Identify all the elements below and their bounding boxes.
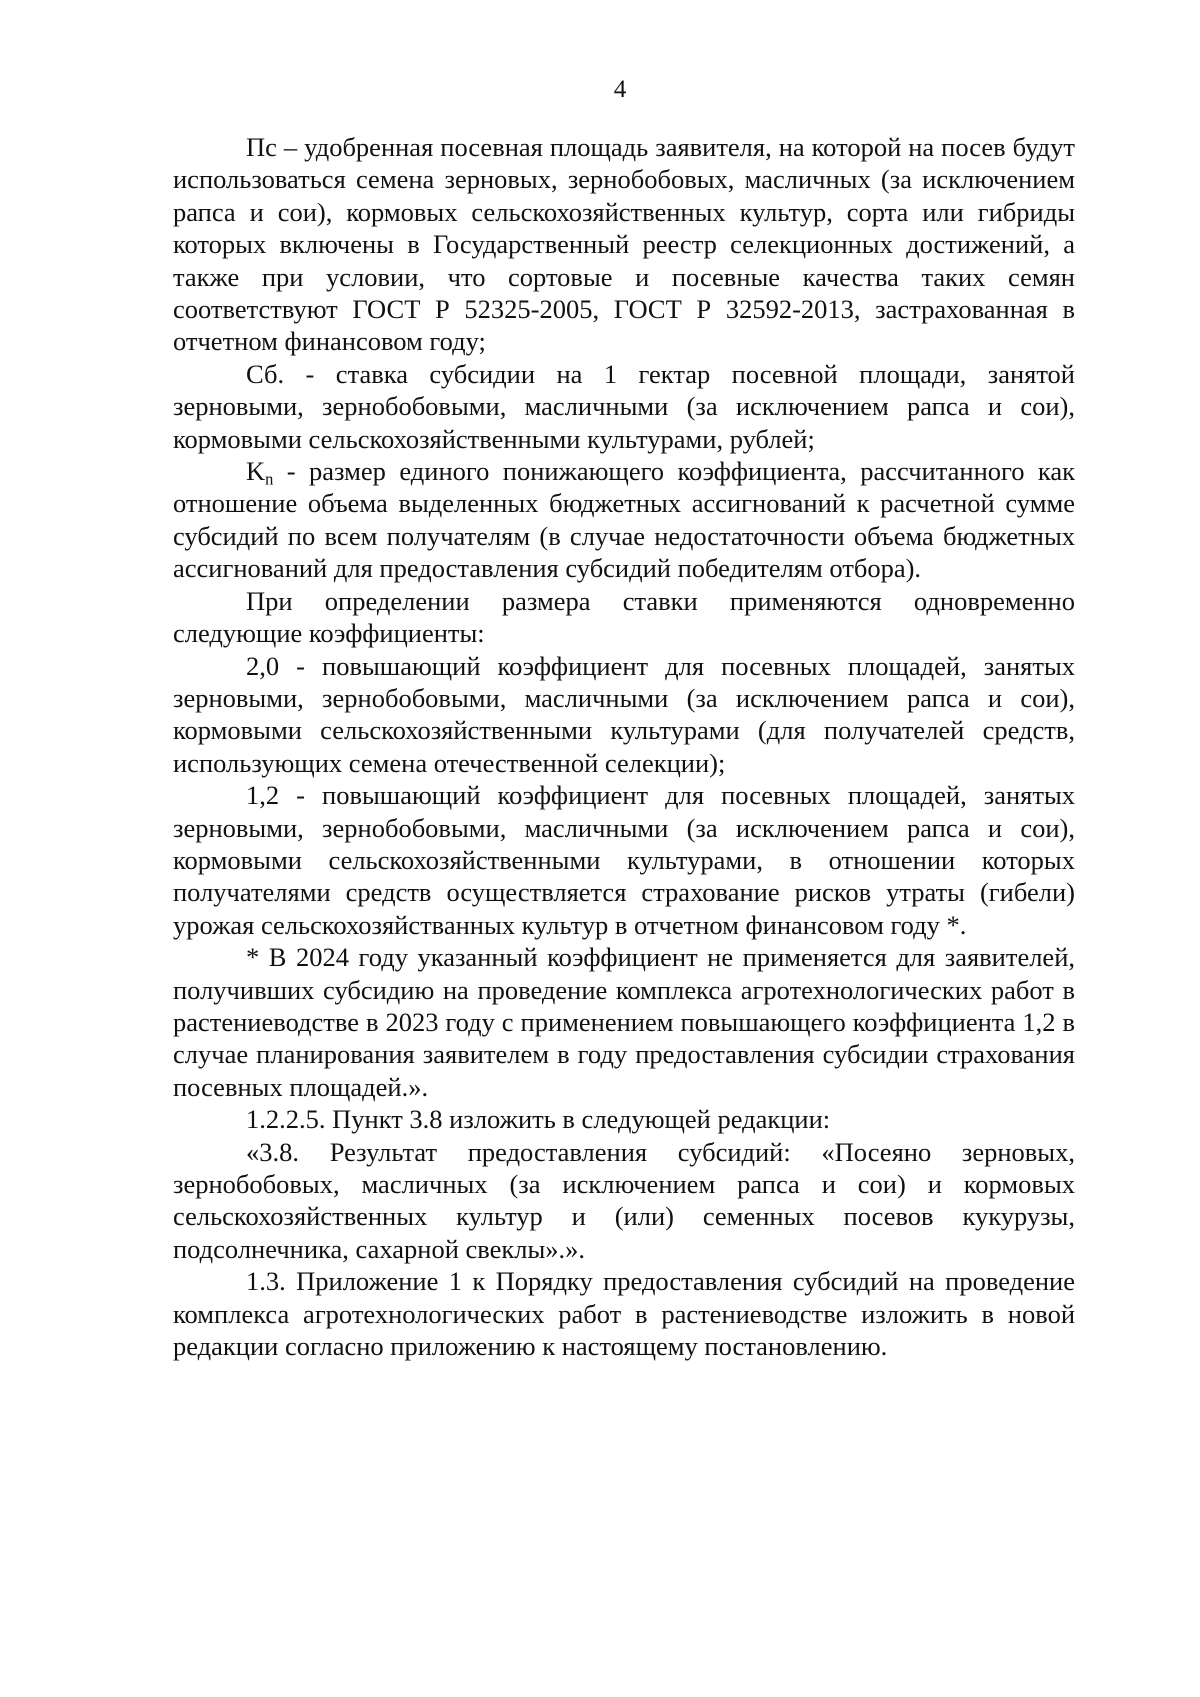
paragraph-item-1-3: 1.3. Приложение 1 к Порядку предоставления субсидий на проведение комплекса агротехнологических работ в растениеводстве изложить в новой редакции согласно приложению к настоящему постановлению. (173, 1266, 1075, 1362)
paragraph-kn-definition (173, 455, 1075, 585)
kn-symbol-subscript: n (265, 469, 274, 489)
paragraph-clause-3-8: «3.8. Результат предоставления субсидий: «Посеяно зерновых, зернобобовых, масличных (за исключением рапса и сои) и кормовых сельскохозяйственных культур и (или) семенных посевов кукурузы, подсолнечника, сахарной свеклы».». (173, 1136, 1075, 1264)
kn-symbol (246, 456, 274, 489)
page-number: 4 (613, 76, 627, 103)
paragraph-ps-definition: Пс – удобренная посевная площадь заявителя, на которой на посев будут использоваться семена зерновых, зернобобовых, масличных (за исключением рапса и сои), кормовых сельскохозяйственных культур, сорта или гибриды которых включены в Государственный реестр селекционных достижений, а также при условии, что сортовые и посевные качества таких семян соответствуют ГОСТ Р 52325-2005, ГОСТ Р 32592-2013, застрахованная в отчетном финансовом году; (173, 132, 1075, 357)
paragraph-coefficient-2-0: 2,0 - повышающий коэффициент для посевных площадей, занятых зерновыми, зернобобовыми, масличными (за исключением рапса и сои), кормовыми сельскохозяйственными культурами (для получателей средств, использующих семена отечественной селекции); (173, 650, 1075, 778)
kn-definition-text: - размер единого понижающего коэффициента, рассчитанного как отношение объема выделенных бюджетных ассигнований к расчетной сумме субсидий по всем получателям (в случае недостаточности объема бюджетных ассигнований для предоставления субсидий победителям отбора). (173, 456, 1075, 584)
paragraph-item-1-2-2-5: 1.2.2.5. Пункт 3.8 изложить в следующей редакции: (246, 1104, 831, 1135)
paragraph-coefficient-1-2: 1,2 - повышающий коэффициент для посевных площадей, занятых зерновыми, зернобобовыми, масличными (за исключением рапса и сои), кормовыми сельскохозяйственными культурами, в отношении которых получателями средств осуществляется страхование рисков утраты (гибели) урожая сельскохозяйстванных культур в отчетном финансовом году *. (173, 780, 1075, 940)
paragraph-coefficients-intro: При определении размера ставки применяются одновременно следующие коэффициенты: (173, 585, 1075, 649)
kn-symbol-letter: K (246, 456, 266, 487)
document-body (173, 131, 1075, 1362)
paragraph-sb-definition: Сб. - ставка субсидии на 1 гектар посевной площади, занятой зерновыми, зернобобовыми, масличными (за исключением рапса и сои), кормовыми сельскохозяйственными культурами, рублей; (173, 358, 1075, 454)
paragraph-footnote-2024: * В 2024 году указанный коэффициент не применяется для заявителей, получивших субсидию на проведение комплекса агротехнологических работ в растениеводстве в 2023 году с применением повышающего коэффициента 1,2 в случае планирования заявителем в году предоставления субсидии страхования посевных площадей.». (173, 942, 1075, 1102)
